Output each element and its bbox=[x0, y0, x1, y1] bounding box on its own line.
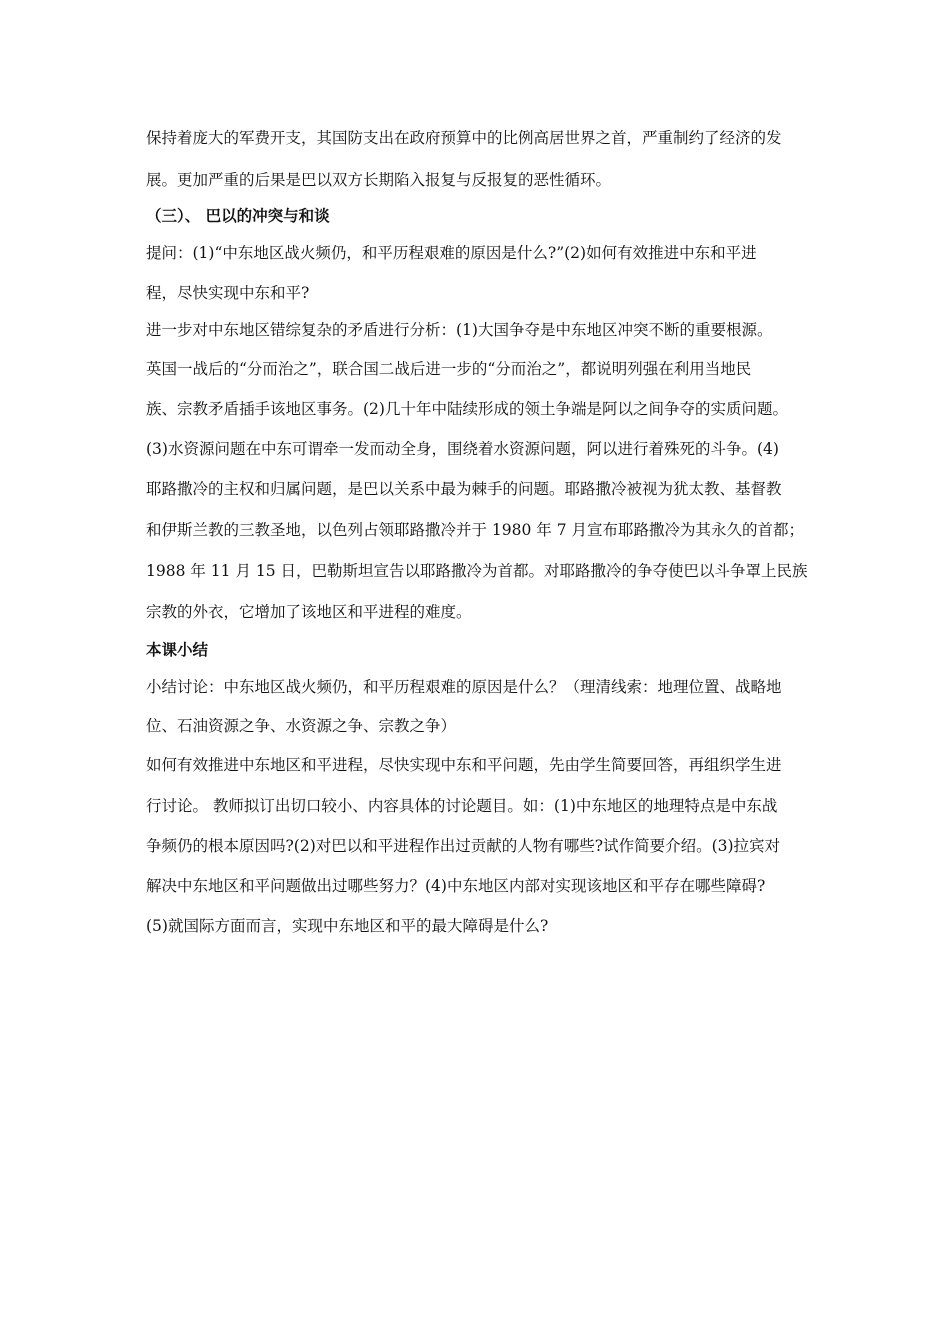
paragraph-line: 争频仍的根本原因吗?(2)对巴以和平进程作出过贡献的人物有哪些?试作简要介绍。(3)拉宾对 bbox=[146, 837, 781, 855]
paragraph-line: 程，尽快实现中东和平? bbox=[146, 284, 310, 302]
paragraph-line: 宗教的外衣，它增加了该地区和平进程的难度。 bbox=[146, 603, 472, 621]
paragraph-line: 耶路撒冷的主权和归属问题，是巴以关系中最为棘手的问题。耶路撒冷被视为犹太教、基督教 bbox=[146, 480, 782, 498]
summary-heading: 本课小结 bbox=[146, 641, 209, 659]
paragraph-line: 进一步对中东地区错综复杂的矛盾进行分析：(1)大国争夺是中东地区冲突不断的重要根源。 bbox=[146, 321, 773, 339]
paragraph-line: 英国一战后的“分而治之”，联合国二战后进一步的“分而治之”，都说明列强在利用当地民 bbox=[146, 360, 752, 378]
paragraph-line: 提问：(1)“中东地区战火频仍，和平历程艰难的原因是什么?”(2)如何有效推进中东和平进 bbox=[146, 244, 757, 262]
paragraph-line: 保持着庞大的军费开支，其国防支出在政府预算中的比例高居世界之首，严重制约了经济的发 bbox=[146, 129, 782, 147]
paragraph-line: 展。更加严重的后果是巴以双方长期陷入报复与反报复的恶性循环。 bbox=[146, 171, 612, 189]
paragraph-line: 和伊斯兰教的三教圣地，以色列占领耶路撒冷并于 1980 年 7 月宣布耶路撒冷为其永久的首都； bbox=[146, 521, 805, 539]
paragraph-line: (3)水资源问题在中东可谓牵一发而动全身，围绕着水资源问题，阿以进行着殊死的斗争。(4) bbox=[146, 440, 779, 458]
paragraph-line: 位、石油资源之争、水资源之争、宗教之争） bbox=[146, 717, 457, 735]
paragraph-line: (5)就国际方面而言，实现中东地区和平的最大障碍是什么? bbox=[146, 917, 549, 935]
paragraph-line: 行讨论。 教师拟订出切口较小、内容具体的讨论题目。如：(1)中东地区的地理特点是中东战 bbox=[146, 797, 778, 815]
paragraph-line: 小结讨论：中东地区战火频仍，和平历程艰难的原因是什么？（理清线索：地理位置、战略地 bbox=[146, 678, 782, 696]
paragraph-line: 解决中东地区和平问题做出过哪些努力？(4)中东地区内部对实现该地区和平存在哪些障碍? bbox=[146, 877, 766, 895]
paragraph-line: 族、宗教矛盾插手该地区事务。(2)几十年中陆续形成的领土争端是阿以之间争夺的实质问题。 bbox=[146, 400, 788, 418]
paragraph-line: 如何有效推进中东地区和平进程，尽快实现中东和平问题，先由学生简要回答，再组织学生进 bbox=[146, 756, 782, 774]
paragraph-line: 1988 年 11 月 15 日，巴勒斯坦宣告以耶路撒冷为首都。对耶路撒冷的争夺使巴以斗争罩上民族 bbox=[146, 562, 808, 580]
section-heading: （三）、 巴以的冲突与和谈 bbox=[146, 207, 330, 225]
